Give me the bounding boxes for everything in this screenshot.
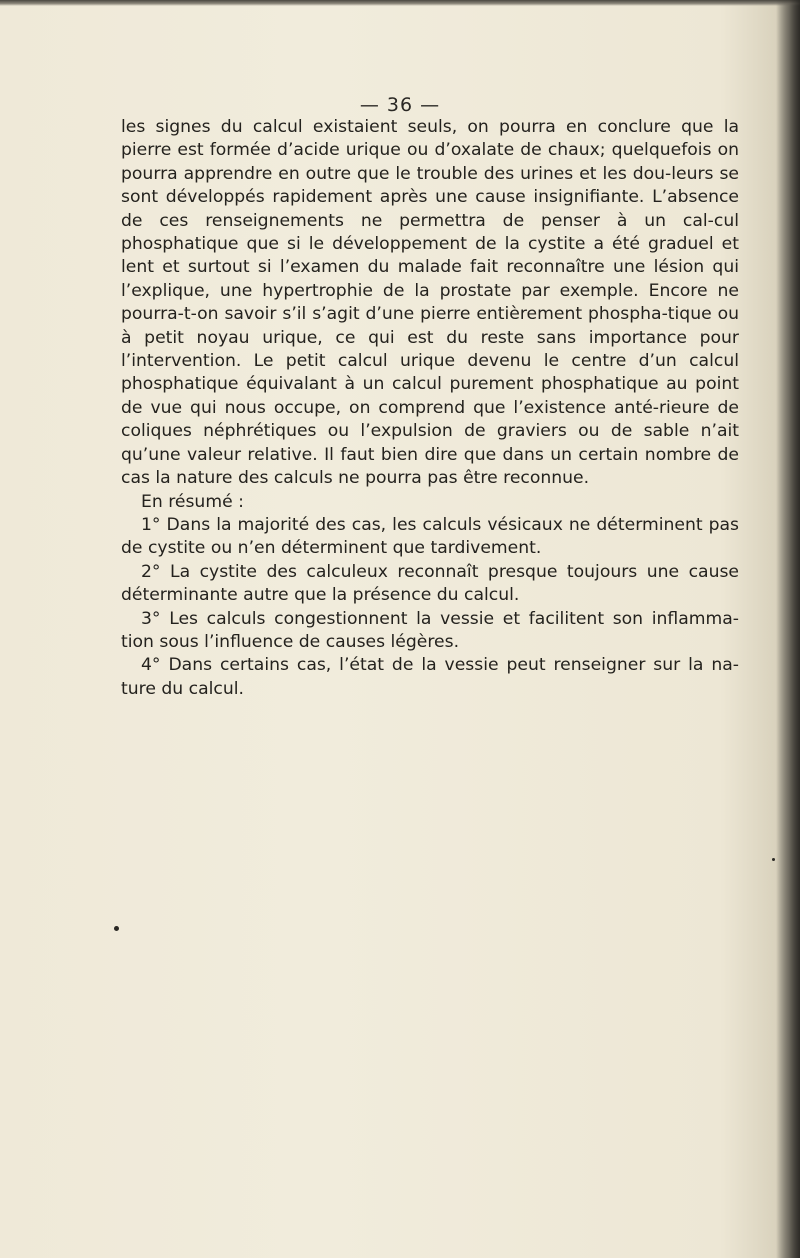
page-top-edge [0,0,800,6]
binding-shadow [776,0,800,1258]
body-text [121,116,739,701]
paragraph-summary-point-3: 3° Les calculs congestionnent la vessie et facilitent son inflamma-tion sous l’influence de causes légères. [121,608,739,652]
ink-speck [114,926,119,931]
page-number: — 36 — [359,94,441,116]
paragraph-summary-heading: En résumé : [141,491,244,512]
paragraph-main: les signes du calcul existaient seuls, on pourra en conclure que la pierre est formée d’acide urique ou d’oxalate de chaux; quelquefois on pourra apprendre en outre que le trouble des urines et les dou-leurs se sont développés rapidement après une cause insignifiante. L’absence de ces renseignements ne permettra de penser à un cal-cul phosphatique que si le développement de la cystite a été graduel et lent et surtout si l’examen du malade fait reconnaître une lésion qui l’explique, une hypertrophie de la prostate par exemple. Encore ne pourra-t-on savoir s’il s’agit d’une pierre entièrement phospha-tique ou à petit noyau urique, ce qui est du reste sans importance pour l’intervention. Le petit calcul urique devenu le centre d’un calcul phosphatique équivalant à un calcul purement phosphatique au point de vue qui nous occupe, on comprend que l’existence anté-rieure de coliques néphrétiques ou l’expulsion de graviers ou de sable n’ait qu’une valeur relative. Il faut bien dire que dans un certain nombre de cas la nature des calculs ne pourra pas être reconnue. [121,117,739,489]
paragraph-summary-point-1: 1° Dans la majorité des cas, les calculs vésicaux ne déterminent pas de cystite ou n’en déterminent que tardivement. [121,514,739,559]
paragraph-summary-point-4: 4° Dans certains cas, l’état de la vessie peut renseigner sur la na-ture du calcul. [121,655,739,699]
ink-speck [772,858,775,861]
paragraph-summary-point-2: 2° La cystite des calculeux reconnaît presque toujours une cause déterminante autre que la présence du calcul. [121,561,739,606]
